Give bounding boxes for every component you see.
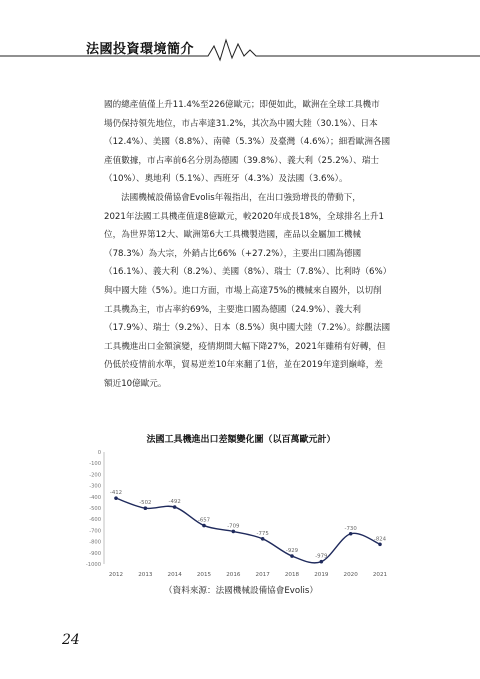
paragraph-1 (104, 96, 392, 189)
trade-balance-chart (80, 432, 402, 582)
y-tick-label: -700 (89, 528, 101, 535)
data-point (290, 554, 294, 558)
text-line: 法國機械設備協會Evolis年報指出，在出口強勁增長的帶動下， (121, 192, 361, 203)
paragraph-2 (104, 189, 392, 394)
y-tick-label: 0 (97, 450, 101, 456)
data-point (378, 542, 382, 546)
y-tick-label: -900 (89, 550, 101, 557)
text-line: 2021年法國工具機產值達8億歐元，較2020年成長18%，全球排名上升1 (104, 211, 385, 222)
chart-title: 法國工具機進出口差額變化圖（以百萬歐元計） (146, 435, 336, 445)
y-tick-label: -500 (89, 506, 101, 512)
data-label: -775 (256, 530, 269, 537)
text-line: （17.9%）、瑞士（9.2%）、日本（8.5%）與中國大陸（7.2%）。綜觀法國 (104, 323, 391, 334)
x-axis (109, 572, 388, 578)
text-line: 國的總產值僅上升11.4%至226億歐元；即便如此，歐洲在全球工具機市 (104, 100, 380, 110)
y-tick-label: -100 (89, 461, 101, 468)
text-line: 位，為世界第12大、歐洲第6大工具機製造國，產品以金屬加工機械 (104, 230, 362, 241)
y-tick-label: -800 (89, 539, 101, 546)
page-number: 24 (62, 632, 80, 648)
series-line (116, 498, 380, 563)
x-tick-label: 2013 (138, 572, 153, 578)
header-waveform-icon (0, 36, 480, 62)
y-tick-label: -200 (89, 472, 101, 479)
text-line: （12.4%）、美國（8.8%）、南韓（5.3%）及臺灣（4.6%）；細看歐洲各國 (104, 137, 391, 148)
x-tick-label: 2017 (255, 572, 270, 578)
text-line: 工具機進出口金額演變，疫情期間大幅下降27%，2021年雖稍有好轉，但 (104, 341, 386, 352)
data-point (320, 560, 324, 564)
x-tick-label: 2018 (284, 572, 300, 578)
x-tick-label: 2015 (196, 572, 212, 578)
text-line: （78.3%）為大宗，外銷占比66%（+27.2%），主要出口國為德國 (104, 248, 362, 259)
page-header (0, 36, 480, 62)
y-tick-label: -400 (89, 494, 101, 501)
text-line: 額近10億歐元。 (104, 378, 167, 389)
data-point (114, 496, 118, 500)
data-label: -979 (315, 553, 328, 560)
x-tick-label: 2012 (108, 572, 124, 578)
text-line: 產值數據，市占率前6名分別為德國（39.8%）、義大利（25.2%）、瑞士 (104, 155, 379, 166)
x-tick-label: 2016 (226, 572, 241, 578)
data-label: -492 (168, 499, 181, 506)
text-line: 仍低於疫情前水準，貿易逆差10年來翻了1倍，並在2019年達到巔峰，差 (104, 360, 383, 371)
data-point (144, 506, 148, 510)
data-label: -657 (197, 517, 211, 524)
text-line: 工具機為主，市占率約69%，主要進口國為德國（24.9%）、義大利 (104, 304, 361, 315)
data-point (232, 530, 236, 534)
y-tick-label: -600 (89, 517, 101, 524)
data-points (110, 490, 387, 563)
x-tick-label: 2014 (167, 572, 182, 578)
x-tick-label: 2020 (343, 572, 358, 578)
data-label: -502 (139, 500, 152, 507)
text-line: （10%）、奧地利（5.1%）、西班牙（4.3%）及法國（3.6%）。 (104, 174, 348, 185)
text-line: （16.1%）、義大利（8.2%）、美國（8%）、瑞士（7.8%）、比利時（6%） (104, 267, 392, 278)
data-point (261, 537, 265, 541)
y-tick-label: -1000 (85, 562, 101, 568)
data-label: -412 (109, 490, 123, 497)
text-line: 與中國大陸（5%）。進口方面，市場上高達75%的機械來自國外，以切削 (104, 285, 382, 296)
data-point (349, 532, 353, 536)
data-label: -709 (227, 523, 240, 530)
body-text (104, 96, 392, 394)
data-point (202, 524, 206, 528)
data-label: -730 (344, 525, 357, 532)
chart-svg (80, 446, 402, 584)
source-note: （資料來源：法國機械設備協會Evolis） (164, 586, 318, 596)
y-axis (86, 450, 104, 568)
x-tick-label: 2019 (314, 572, 329, 578)
text-line: 場仍保持領先地位，市占率達31.2%，其次為中國大陸（30.1%）、日本 (104, 118, 378, 129)
x-tick-label: 2021 (372, 572, 388, 578)
data-point (173, 505, 177, 509)
data-label: -929 (285, 548, 299, 555)
data-label: -824 (373, 536, 387, 543)
header-title: 法國投資環境簡介 (86, 42, 195, 57)
y-tick-label: -300 (89, 483, 101, 490)
